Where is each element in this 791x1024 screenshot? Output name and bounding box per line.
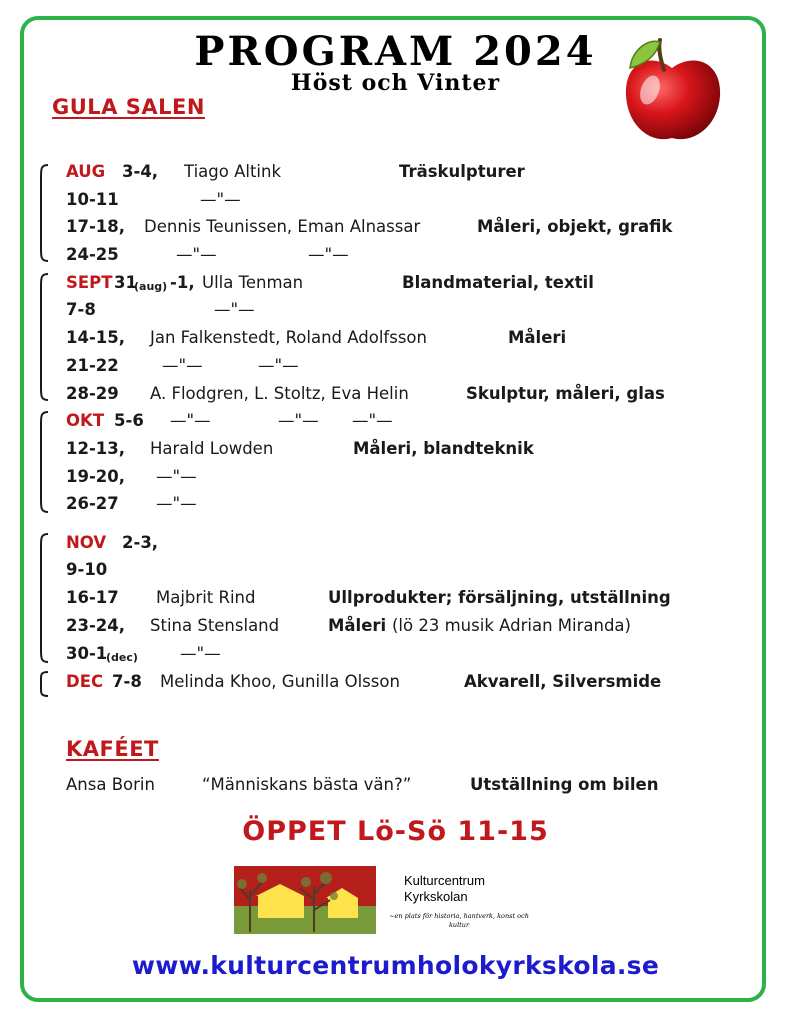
dates: 7-8 xyxy=(66,300,96,319)
month-label: AUG xyxy=(66,162,106,181)
dates: 5-6 xyxy=(114,411,144,430)
dates: -1, xyxy=(170,273,195,292)
artists: Harald Lowden xyxy=(150,439,274,458)
logo-tagline: ~en plats för historia, hantverk, konst och kultur xyxy=(389,912,529,929)
kyrkskolan-logo-image xyxy=(234,866,376,934)
page-subtitle: Höst och Vinter xyxy=(290,70,501,96)
artists: Ulla Tenman xyxy=(202,273,304,292)
logo-name xyxy=(404,873,485,905)
topic: Måleri xyxy=(508,328,567,347)
artists: Dennis Teunissen, Eman Alnassar xyxy=(144,217,421,236)
dates: 17-18, xyxy=(66,217,126,236)
website-link[interactable]: www.kulturcentrumholokyrkskola.se xyxy=(131,951,660,980)
artists: Majbrit Rind xyxy=(156,588,256,607)
dates: 28-29 xyxy=(66,384,119,403)
dates: 24-25 xyxy=(66,245,119,264)
cafe-quote: “Människans bästa vän?” xyxy=(202,775,412,794)
dates: 16-17 xyxy=(66,588,119,607)
artists-ditto: —"— xyxy=(278,411,319,430)
dates: 12-13, xyxy=(66,439,126,458)
artists: A. Flodgren, L. Stoltz, Eva Helin xyxy=(150,384,409,403)
artists: —"— xyxy=(180,644,221,663)
bracket-aug xyxy=(38,163,50,263)
artists: Jan Falkenstedt, Roland Adolfsson xyxy=(150,328,427,347)
section-title-gula-salen: GULA SALEN xyxy=(52,95,205,119)
dates-note: (aug) xyxy=(134,280,168,293)
artists-ditto: —"— xyxy=(258,356,299,375)
topic: Skulptur, måleri, glas xyxy=(466,384,665,403)
dates: 26-27 xyxy=(66,494,119,513)
dates: 9-10 xyxy=(66,560,108,579)
artists: Melinda Khoo, Gunilla Olsson xyxy=(160,672,400,691)
topic: Måleri, blandteknik xyxy=(353,439,534,458)
dates-note: (dec) xyxy=(106,651,138,664)
artists: —"— xyxy=(156,467,197,486)
artists-ditto: —"— xyxy=(352,411,393,430)
artists: Tiago Altink xyxy=(184,162,282,181)
topic: Ullprodukter; försäljning, utställning xyxy=(328,588,671,607)
opening-hours: ÖPPET Lö-Sö 11-15 xyxy=(242,816,549,847)
logo-name-line2: Kyrkskolan xyxy=(404,889,468,904)
topic: Måleri, objekt, grafik xyxy=(477,217,673,236)
apple-icon xyxy=(620,34,724,146)
artists-ditto: —"— xyxy=(308,245,349,264)
artists: —"— xyxy=(200,190,241,209)
bracket-dec xyxy=(38,670,50,698)
dates: 30-1 xyxy=(66,644,108,663)
month-label: DEC xyxy=(66,672,104,691)
section-title-kafeet: KAFÉET xyxy=(66,737,159,761)
artists-ditto: —"— xyxy=(170,411,211,430)
month-label: SEPT xyxy=(66,273,113,292)
bracket-okt xyxy=(38,410,50,514)
cafe-artist: Ansa Borin xyxy=(66,775,155,794)
dates: 10-11 xyxy=(66,190,119,209)
month-label: NOV xyxy=(66,533,107,552)
topic: Akvarell, Silversmide xyxy=(464,672,662,691)
logo-name-line1: Kulturcentrum xyxy=(404,873,485,888)
artists: —"— xyxy=(162,356,203,375)
month-label: OKT xyxy=(66,411,105,430)
dates: 2-3, xyxy=(122,533,159,552)
artists: —"— xyxy=(214,300,255,319)
dates: 7-8 xyxy=(112,672,142,691)
artists: Stina Stensland xyxy=(150,616,280,635)
dates: 19-20, xyxy=(66,467,126,486)
topic-note: (lö 23 musik Adrian Miranda) xyxy=(392,616,631,635)
artists: —"— xyxy=(156,494,197,513)
dates: 21-22 xyxy=(66,356,119,375)
topic: Måleri xyxy=(328,616,387,635)
page-title: PROGRAM 2024 xyxy=(194,28,597,75)
dates: 14-15, xyxy=(66,328,126,347)
dates: 23-24, xyxy=(66,616,126,635)
bracket-sept xyxy=(38,272,50,402)
topic: Träskulpturer xyxy=(399,162,525,181)
cafe-topic: Utställning om bilen xyxy=(470,775,659,794)
topic: Blandmaterial, textil xyxy=(402,273,594,292)
bracket-nov xyxy=(38,532,50,664)
dates: 3-4, xyxy=(122,162,159,181)
artists: —"— xyxy=(176,245,217,264)
dates: 31 xyxy=(114,273,137,292)
